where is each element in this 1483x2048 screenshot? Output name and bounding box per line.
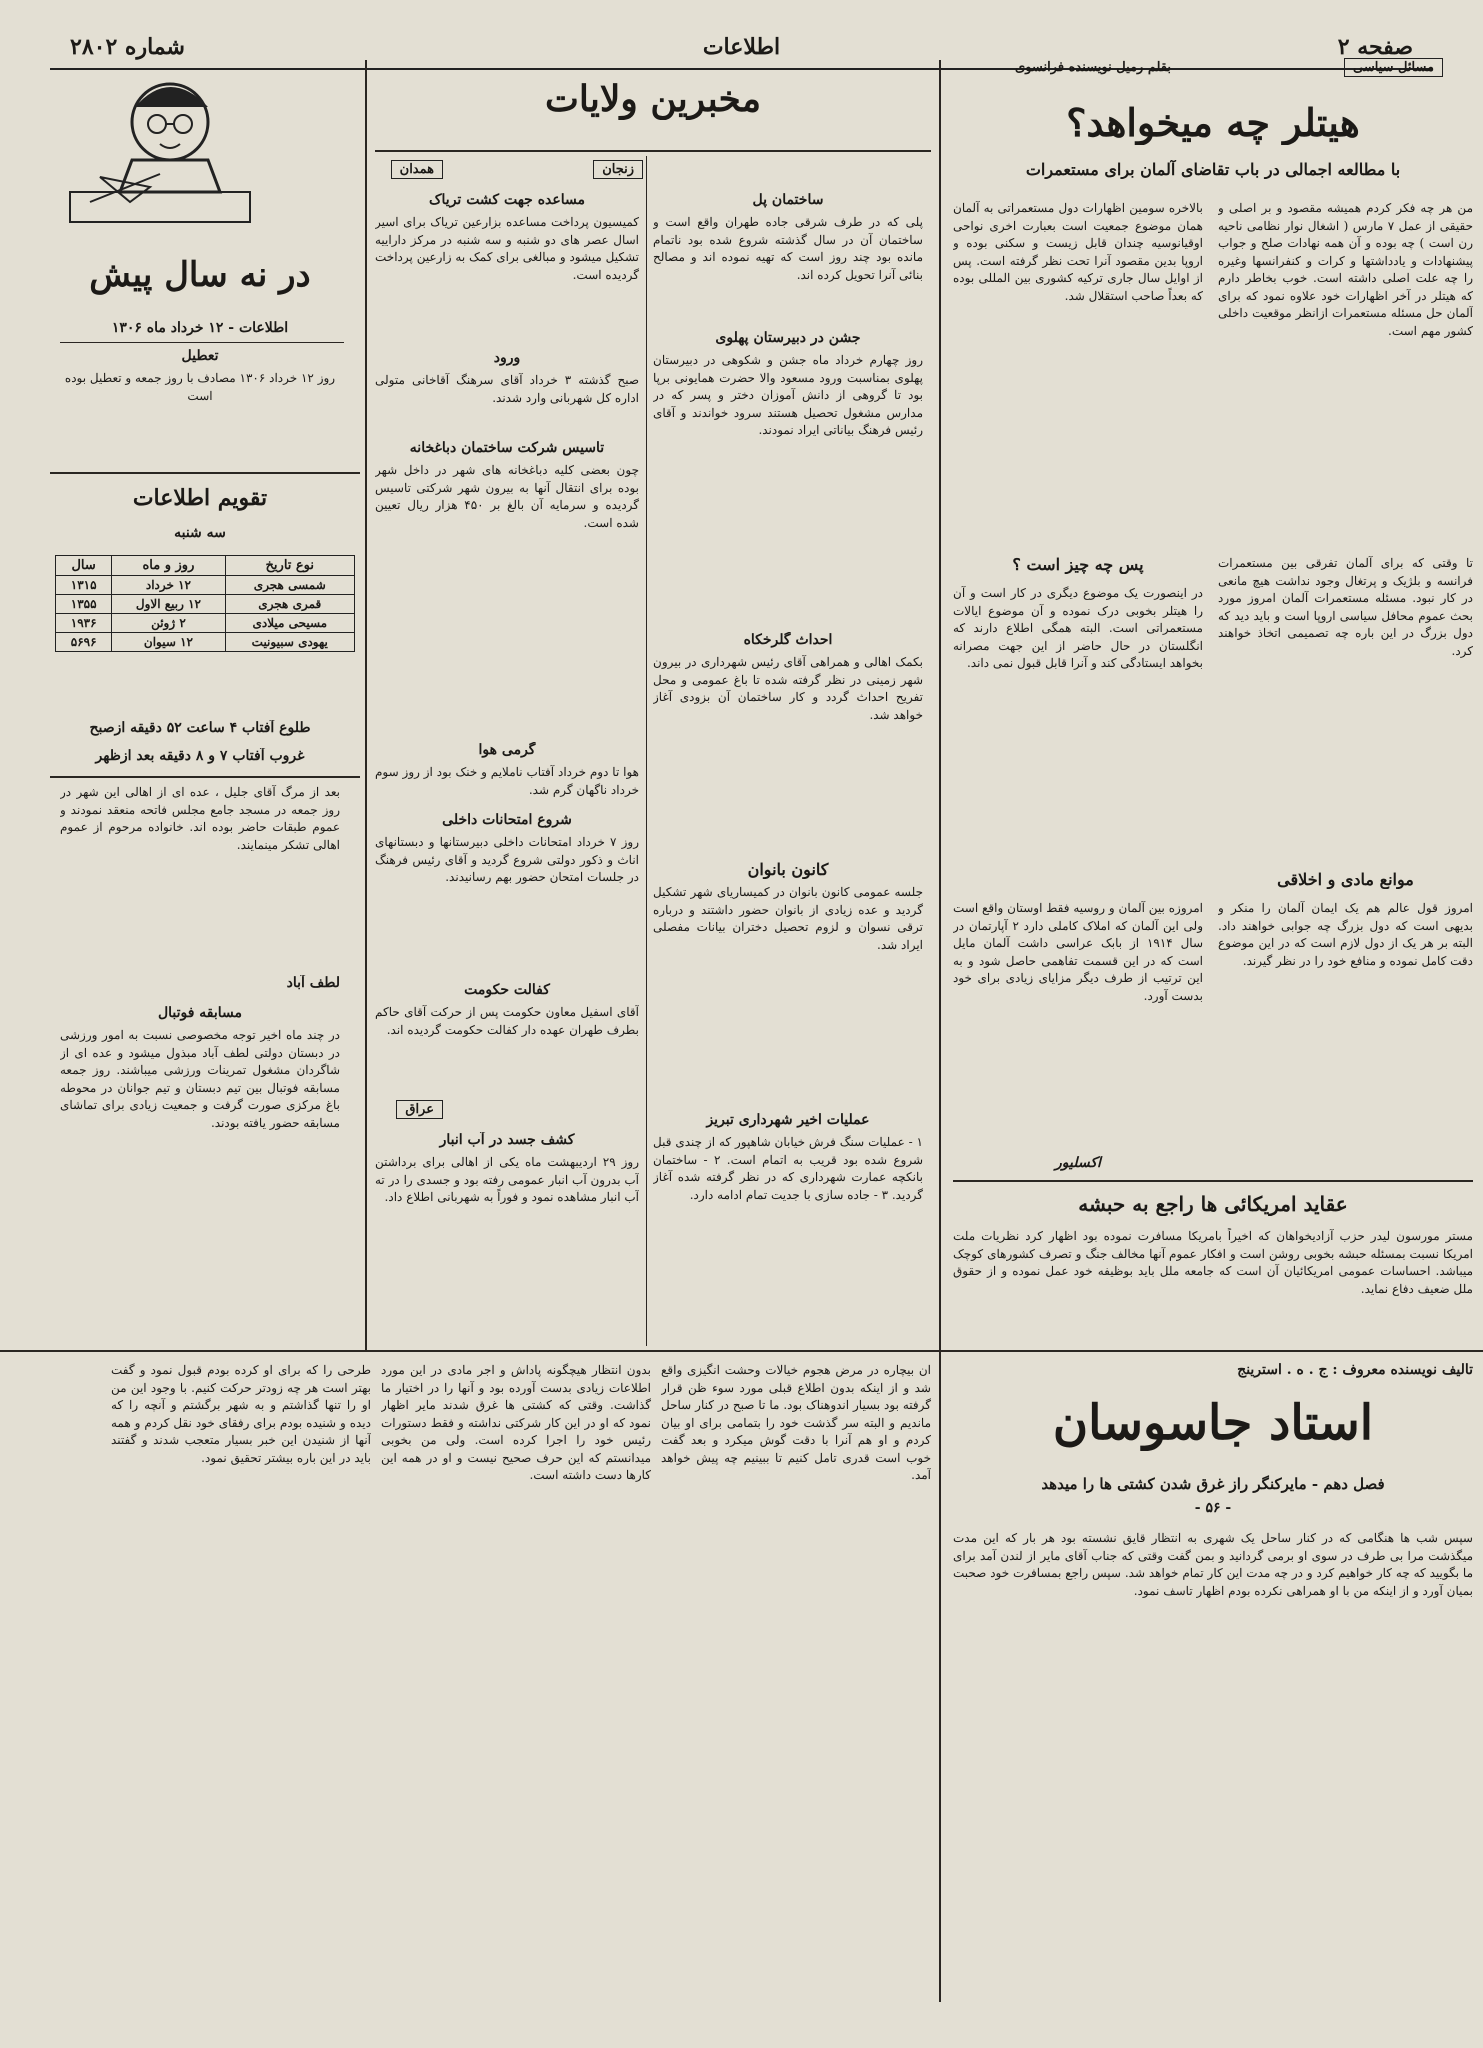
divider bbox=[939, 1352, 941, 2002]
subheadline: موانع مادی و اخلاقی bbox=[1277, 870, 1414, 889]
article-body: امروزه بین آلمان و روسیه فقط اوستان واقع است ولی این آلمان که املاک کاملی دارد ۲ آپارتمان در سال ۱۹۱۴ از بابک عراسی داشت آلمان مایل است که در این قسمت تفاهمی حاصل شود و به این ترتیب از طرف دیگر مزایای زیادی برای خود بدست آورد. bbox=[953, 901, 1203, 1003]
table-row bbox=[56, 595, 355, 614]
headline: هیتلر چه میخواهد؟ bbox=[1066, 100, 1360, 145]
page-number: صفحه ۲ bbox=[1337, 34, 1413, 60]
table-cell: قمری هجری bbox=[225, 595, 354, 614]
subheadline: گرمی هوا bbox=[478, 742, 536, 758]
serial-text: طرحی را که برای او کرده بودم قبول نمود و گفت بهتر است هر چه زودتر حرکت کنیم. با وجود این من او را تنها گذاشتم و به شهر برگشتم و آنچه را که دیده و شنیده بودم برای رفقای خود نقل کردم و همه آنها از شنیدن این خبر بسیار متعجب شدند و گفتند باید در این باره بیشتر تحقیق نمود. bbox=[111, 1363, 371, 1465]
table-cell: ۱۲ ربیع الاول bbox=[112, 595, 225, 614]
article-body: در اینصورت یک موضوع دیگری در کار است و آن را هیتلر بخوبی درک نموده و آن موضوع ایالات مستعمراتی است. البته همگی اطلاع دارند که انگلستان در حال حاضر از این جهت مصرانه بخواهد ایستادگی کند و آنرا قابل قبول نمی داند. bbox=[953, 586, 1203, 670]
section-title: در نه سال پیش bbox=[89, 255, 311, 295]
subheadline: مساعده جهت کشت تریاک bbox=[429, 192, 585, 208]
signature: اکسلیور bbox=[1055, 1155, 1101, 1171]
paper-name: اطلاعات bbox=[702, 34, 781, 60]
subheadline: جشن در دبیرستان پهلوی bbox=[715, 330, 861, 346]
divider bbox=[375, 150, 931, 152]
serial-text: بدون انتظار هیچگونه پاداش و اجر مادی در این مورد اطلاعات زیادی بدست آورده بود و آنها را در اختیار ما گذاشت. وقتی که کشتی ها غرق شدند مایر اظهار نمود که او در این کار شرکتی نداشته و فقط دستورات رئیس خود را اجرا کرده است. ولی من بخوبی میدانستم که این حرف صحیح نیست و او در همه این کارها دست داشته است. bbox=[381, 1363, 651, 1482]
serial-number: - ۵۶ - bbox=[1194, 1500, 1232, 1516]
table-cell: یهودی سبیونیت bbox=[225, 633, 354, 652]
serial-byline: تالیف نویسنده معروف : ج . ه . استرینج bbox=[1237, 1362, 1473, 1378]
table-cell: ۵۶۹۶ bbox=[56, 633, 112, 652]
sunset: غروب آفتاب ۷ و ۸ دقیقه بعد ازظهر bbox=[95, 748, 305, 764]
table-header: نوع تاریخ bbox=[225, 556, 354, 576]
table-row bbox=[56, 633, 355, 652]
serial-text: ان بیچاره در مرض هجوم خیالات وحشت انگیزی واقع شد و از اینکه بدون اطلاع قبلی مورد سوء ظن قرار گرفته بود بسیار اندوهناک بود. ما تا صبح در کنار ساحل ماندیم و البته سر گذشت خود را بتمامی برای او بیان کردم و او هم آنرا با دقت گوش میکرد و بعد گفت خوب است قدری تامل کنیم تا ببینیم چه پیش خواهد آمد. bbox=[661, 1363, 931, 1482]
divider bbox=[939, 60, 941, 1350]
divider bbox=[50, 776, 360, 778]
article-body: امروز قول عالم هم یک ایمان آلمان را منکر و بدیهی است که دول بزرگ چه جوابی خواهند داد. البته بر هر یک از دول لازم است که در این موضوع دقت کامل نموده و منافع خود را در نظر گیرند. bbox=[1218, 901, 1473, 968]
article-body: مستر مورسون لیدر حزب آزادیخواهان که اخیراً بامریکا مسافرت نموده بود اظهار کرد نظریات ملت امریکا نسبت بمسئله حبشه بخوبی روشن است و افکار عموم آنها مخالف جنگ و تصرف کشورهای کوچک میباشد. احساسات عمومی امریکائیان آن است که جامعه ملل باید بوظیفه خود عمل نموده و از حقوق ملل ضعیف دفاع نماید. bbox=[953, 1229, 1473, 1296]
article-body: ۱ - عملیات سنگ فرش خیابان شاهپور که از چندی قبل شروع شده بود قریب به اتمام است. ۲ - ساختمان بانکچه عمارت شهرداری که در نظر گرفته شده آغاز گردید. ۳ - جاده سازی با جدیت تمام ادامه دارد. bbox=[653, 1135, 923, 1202]
table-cell: شمسی هجری bbox=[225, 576, 354, 595]
section-tag: زنجان bbox=[593, 160, 643, 179]
section-tag: لطف آباد bbox=[286, 975, 340, 991]
subheadline: کفالت حکومت bbox=[464, 982, 550, 998]
table-cell: ۱۲ خرداد bbox=[112, 576, 225, 595]
article-body: من هر چه فکر کردم همیشه مقصود و بر اصلی و حقیقی از عمل ۷ مارس ( اشغال نوار نظامی ناحیه رن است ) چه بوده و آن همه نهادات صلح و جواب پیشنهادات و یادداشتها و کرات و کنفرانسها وغیره را چه علت اصلی داشته است. خوب بخاطر دارم که هیتلر در آخر اظهارات خود علاوه نمود که برای آلمان حل مسئله مستعمرات ازانظر موقعیت داخلی کشور مهم است. bbox=[1218, 201, 1473, 338]
sunrise: طلوع آفتاب ۴ ساعت ۵۲ دقیقه ازصبح bbox=[89, 720, 311, 736]
serial-text: سپس شب ها هنگامی که در کنار ساحل یک شهری به انتظار قایق نشسته بود هر بار که این مدت میگذشت مرا بی طرف در سوی او برمی گردانید و بمن گفت وقتی که جناب آقای مایر از لندن آمد برای ما بگویید که چه کار خواهیم کرد و در چه مدت این کار تمام خواهد شد. سپس راجع بمسافرت خود صحبت بمیان آورد و از اینکه من با او همراهی نکرده بودم اظهار تاسف نمود. bbox=[953, 1531, 1473, 1598]
article-body: صبح گذشته ۳ خرداد آقای سرهنگ آقاخانی متولی اداره کل شهربانی وارد شدند. bbox=[375, 373, 639, 405]
article-body: روز ۷ خرداد امتحانات داخلی دبیرستانها و دبستانهای اناث و ذکور دولتی شروع گردید و آقای رئیس فرهنگ در جلسات امتحان حضور بهم رسانیدند. bbox=[375, 835, 639, 884]
table-header: سال bbox=[56, 556, 112, 576]
table-row bbox=[56, 614, 355, 633]
section-tag: همدان bbox=[391, 160, 443, 179]
divider bbox=[0, 1350, 1483, 1352]
subheadline: تاسیس شرکت ساختمان دباغخانه bbox=[409, 440, 605, 456]
section-tag: مسائل سیاسی bbox=[1344, 58, 1443, 77]
article-body: تا وقتی که برای آلمان تفرقی بین مستعمرات فرانسه و بلژیک و پرتغال وجود نداشت هیچ مانعی در کار نبود. مسئله مستعمرات آلمان امروز مورد بحث عموم محافل سیاسی اروپا است و باید دید که دول بزرگ در این باره چه تصمیمی اتخاذ خواهند کرد. bbox=[1218, 556, 1473, 658]
subheadline: ورود bbox=[493, 350, 521, 366]
table-row bbox=[56, 576, 355, 595]
article-body: جلسه عمومی کانون بانوان در کمیساریای شهر تشکیل گردید و عده زیادی از بانوان حضور داشتند و درباره ترقی نسوان و لزوم تحصیل دختران بیانات مفصلی ایراد شد. bbox=[653, 885, 923, 952]
serial-title: استاد جاسوسان bbox=[1052, 1395, 1374, 1451]
calendar-title: تقویم اطلاعات bbox=[132, 485, 268, 511]
article-body: بکمک اهالی و همراهی آقای رئیس شهرداری در بیرون شهر زمینی در نظر گرفته شده تا باغ عمومی و محل تفریح احداث گردد و کار ساختمان آن بزودی آغاز خواهد شد. bbox=[653, 655, 923, 722]
table-cell: ۱۳۵۵ bbox=[56, 595, 112, 614]
closure-title: تعطیل bbox=[181, 348, 219, 364]
article-body: روز ۲۹ اردیبهشت ماه یکی از اهالی برای برداشتن آب بدرون آب انبار عمومی رفته بود و جسدی را در ته آب انبار مشاهده نمود و فوراً به شهربانی اطلاع داد. bbox=[375, 1155, 639, 1204]
table-cell: ۲ ژوئن bbox=[112, 614, 225, 633]
subheadline: کشف جسد در آب انبار bbox=[439, 1132, 575, 1148]
headline: عقاید امریکائی ها راجع به حبشه bbox=[1078, 1192, 1348, 1216]
table-cell: ۱۹۳۶ bbox=[56, 614, 112, 633]
issue-number: شماره ۲۸۰۲ bbox=[70, 34, 185, 60]
subheadline: با مطالعه اجمالی در باب تقاضای آلمان برای مستعمرات bbox=[1025, 160, 1401, 179]
article-body: کمیسیون پرداخت مساعده بزارعین تریاک برای اسیر اسال عصر های دو شنبه و سه شنبه در مرکز داراییه تشکیل میشود و مبالغی برای کمک به زارعین پرداخت گردیده است. bbox=[375, 215, 639, 282]
subheadline: پس چه چیز است ؟ bbox=[1012, 555, 1144, 574]
closure-text: روز ۱۲ خرداد ۱۳۰۶ مصادف با روز جمعه و تعطیل بوده است bbox=[64, 371, 336, 403]
headline: مخبرین ولایات bbox=[545, 78, 761, 120]
subheadline: عملیات اخیر شهرداری تبریز bbox=[706, 1112, 870, 1128]
article-body: بالاخره سومین اظهارات دول مستعمراتی به آلمان همان موضوع جمعیت است بعبارت اخری نواحی اوقیانوسیه چندان قابل زیست و سکنی بوده و اروپا بدین مقصود آنرا تحت نظر گرفته است. پس از اوایل سال جاری ترکیه کشوری بین المللی بوده که بعداً صاحب استقلال شد. bbox=[953, 201, 1203, 303]
cartoon-illustration bbox=[60, 62, 260, 242]
subheadline: کانون بانوان bbox=[747, 860, 829, 879]
divider bbox=[60, 342, 344, 343]
weekday: سه شنبه bbox=[174, 525, 226, 541]
table-cell: ۱۲ سیوان bbox=[112, 633, 225, 652]
article-body: در چند ماه اخیر توجه مخصوصی نسبت به امور ورزشی در دبستان دولتی لطف آباد مبذول میشود و عده ای از شاگردان مشغول تمرینات ورزشی میباشند. روز جمعه مسابقه فوتبال بین تیم دبستان و تیم جوانان در محوطه باغ مرکزی صورت گرفت و جمعیت زیادی برای تماشای مسابقه حضور یافته بودند. bbox=[60, 1028, 340, 1130]
divider bbox=[365, 60, 367, 1350]
divider bbox=[646, 156, 647, 1346]
article-body: پلی که در طرف شرقی جاده طهران واقع است و ساختمان آن در سال گذشته شروع شده بود ناتمام مانده بود چند روز است که تهیه نموده اند و مصالح بنائی آنرا تحویل کرده اند. bbox=[653, 215, 923, 282]
section-date: اطلاعات - ۱۲ خرداد ماه ۱۳۰۶ bbox=[111, 320, 289, 336]
article-body: بعد از مرگ آقای جلیل ، عده ای از اهالی این شهر در روز جمعه در مسجد جامع مجلس فاتحه منعقد نمودند و عموم طبقات حاضر بوده اند. خانواده مرحوم از عموم اهالی تشکر مینمایند. bbox=[60, 785, 340, 852]
article-body: روز چهارم خرداد ماه جشن و شکوهی در دبیرستان پهلوی بمناسبت ورود مسعود والا حضرت همایونی برپا بود تا گروهی از دانش آموزان دختر و پسر که در مدارس مشغول تحصیل هستند سرود خواندند و آقای رئیس فرهنگ بیاناتی ایراد نمودند. bbox=[653, 353, 923, 437]
subheadline: ساختمان پل bbox=[752, 192, 824, 208]
article-body: آقای اسفیل معاون حکومت پس از حرکت آقای حاکم بطرف طهران عهده دار کفالت حکومت گردیده اند. bbox=[375, 1005, 639, 1037]
calendar-table bbox=[55, 555, 355, 652]
divider bbox=[953, 1180, 1473, 1182]
subheadline: احداث گلرخکاه bbox=[743, 632, 833, 648]
byline: بقلم رمیل نویسنده فرانسوی bbox=[1015, 60, 1171, 75]
subheadline: شروع امتحانات داخلی bbox=[442, 812, 572, 828]
table-header: روز و ماه bbox=[112, 556, 225, 576]
article-body: چون بعضی کلیه دباغخانه های شهر در داخل شهر بوده برای انتقال آنها به بیرون شهر شرکتی تاسیس گردیده و سرمایه آن بالغ بر ۴۵۰ هزار ریال تعیین شده است. bbox=[375, 463, 639, 530]
divider bbox=[50, 472, 360, 474]
article-body: هوا تا دوم خرداد آفتاب ناملایم و خنک بود از روز سوم خرداد ناگهان گرم شد. bbox=[375, 765, 639, 797]
serial-subtitle: فصل دهم - مایرکنگر راز غرق شدن کشتی ها را میدهد bbox=[1041, 1475, 1385, 1493]
table-cell: مسیحی میلادی bbox=[225, 614, 354, 633]
subheadline: مسابقه فوتبال bbox=[157, 1005, 243, 1021]
section-tag: عراق bbox=[396, 1100, 443, 1119]
table-cell: ۱۳۱۵ bbox=[56, 576, 112, 595]
